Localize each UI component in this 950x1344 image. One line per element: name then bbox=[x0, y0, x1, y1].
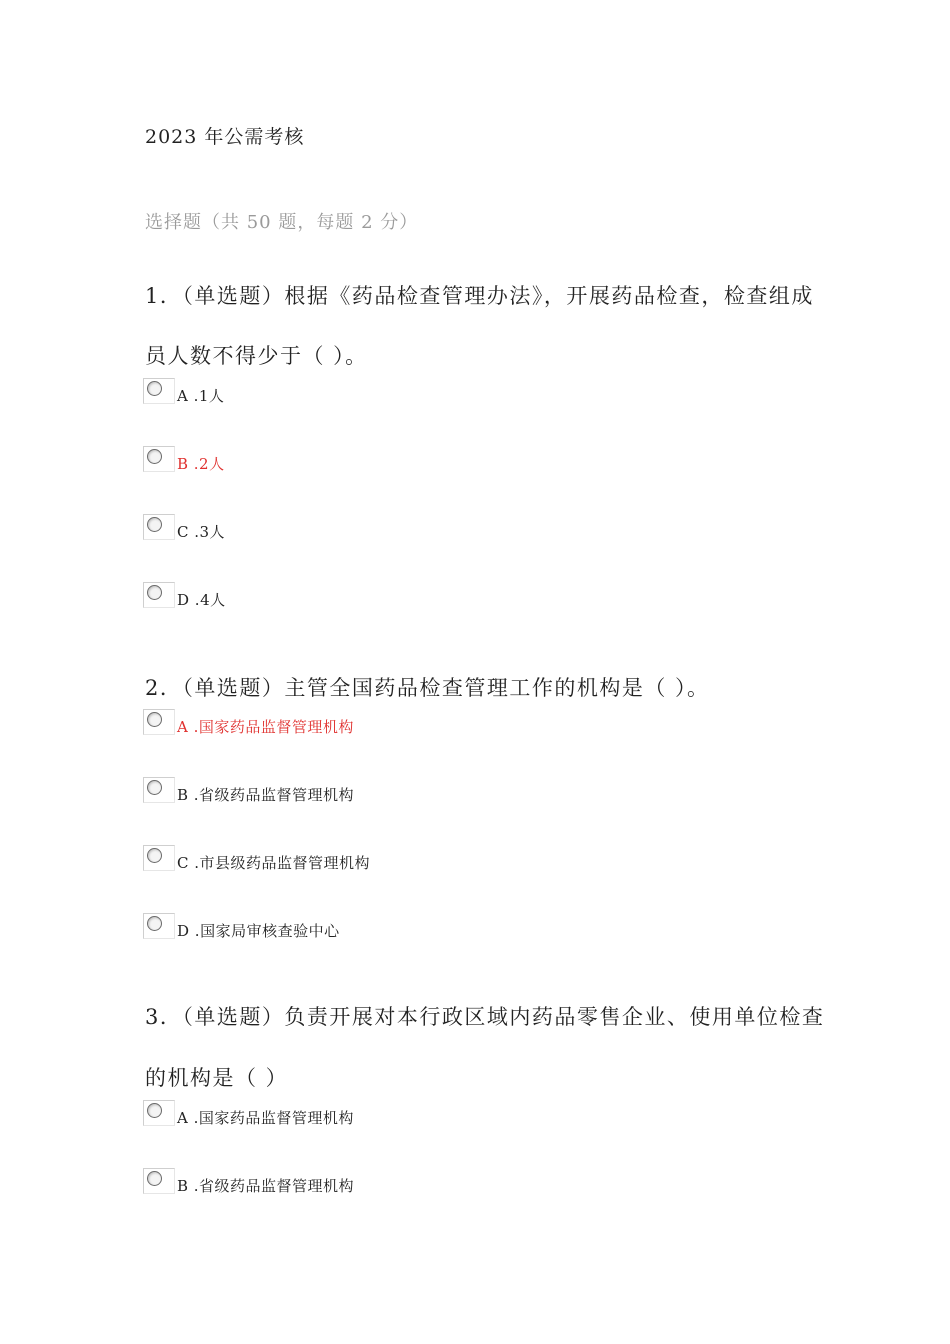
radio-button[interactable] bbox=[143, 446, 175, 472]
question-text-line: 员人数不得少于（ ）。 bbox=[145, 344, 368, 368]
question-text-line: 1．（单选题）根据《药品检查管理办法》，开展药品检查，检查组成 bbox=[145, 284, 814, 308]
question-text-line: 2．（单选题）主管全国药品检查管理工作的机构是（ ）。 bbox=[145, 676, 710, 700]
radio-button[interactable] bbox=[143, 1100, 175, 1126]
option-label: B .2人 bbox=[177, 454, 225, 473]
option-2d[interactable] bbox=[143, 913, 340, 939]
option-1b[interactable] bbox=[143, 446, 225, 472]
option-2b[interactable] bbox=[143, 777, 354, 803]
radio-button[interactable] bbox=[143, 582, 175, 608]
option-label: A .国家药品监督管理机构 bbox=[177, 1108, 354, 1127]
section-header: 选择题（共 50 题，每题 2 分） bbox=[145, 212, 419, 233]
option-2c[interactable] bbox=[143, 845, 370, 871]
radio-circle-icon bbox=[147, 381, 162, 396]
option-label: B .省级药品监督管理机构 bbox=[177, 785, 355, 804]
option-1c[interactable] bbox=[143, 514, 225, 540]
option-label: A .1人 bbox=[177, 386, 225, 405]
option-label: C .3人 bbox=[177, 522, 226, 541]
radio-circle-icon bbox=[147, 712, 162, 727]
radio-button[interactable] bbox=[143, 913, 175, 939]
radio-button[interactable] bbox=[143, 777, 175, 803]
radio-circle-icon bbox=[147, 1103, 162, 1118]
option-2a[interactable] bbox=[143, 709, 354, 735]
radio-button[interactable] bbox=[143, 514, 175, 540]
radio-circle-icon bbox=[147, 848, 162, 863]
option-3a[interactable] bbox=[143, 1100, 354, 1126]
radio-circle-icon bbox=[147, 1171, 162, 1186]
radio-circle-icon bbox=[147, 780, 162, 795]
option-label: B .省级药品监督管理机构 bbox=[177, 1176, 355, 1195]
question-text-line: 3．（单选题）负责开展对本行政区域内药品零售企业、使用单位检查 bbox=[145, 1005, 825, 1029]
document-title: 2023 年公需考核 bbox=[145, 126, 305, 148]
radio-button[interactable] bbox=[143, 378, 175, 404]
radio-button[interactable] bbox=[143, 1168, 175, 1194]
option-3b[interactable] bbox=[143, 1168, 354, 1194]
radio-button[interactable] bbox=[143, 845, 175, 871]
option-label: C .市县级药品监督管理机构 bbox=[177, 853, 371, 872]
radio-circle-icon bbox=[147, 449, 162, 464]
option-label: D .国家局审核查验中心 bbox=[177, 921, 340, 940]
option-1d[interactable] bbox=[143, 582, 226, 608]
option-label: D .4人 bbox=[177, 590, 226, 609]
radio-button[interactable] bbox=[143, 709, 175, 735]
radio-circle-icon bbox=[147, 517, 162, 532]
radio-circle-icon bbox=[147, 585, 162, 600]
radio-circle-icon bbox=[147, 916, 162, 931]
option-label: A .国家药品监督管理机构 bbox=[177, 717, 354, 736]
option-1a[interactable] bbox=[143, 378, 224, 404]
question-text-line: 的机构是（ ） bbox=[145, 1066, 289, 1090]
